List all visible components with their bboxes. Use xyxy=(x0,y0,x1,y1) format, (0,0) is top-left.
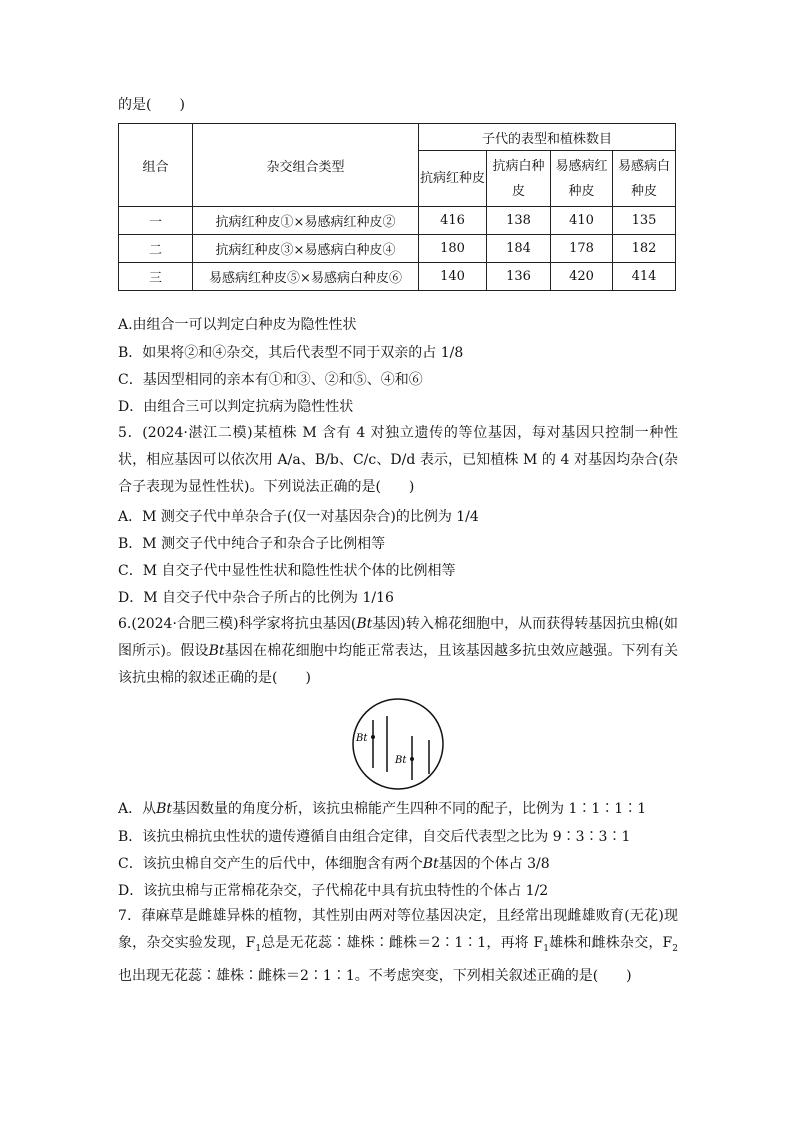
table-row xyxy=(119,263,676,291)
q7-text-4: 也出现无花蕊∶雄株∶雌株＝2∶1∶1。不考虑突变，下列相关叙述正确的是( ) xyxy=(118,967,632,984)
q6-text-1: 6.(2024·合肥三模)科学家将抗虫基因( xyxy=(118,616,357,632)
subscript: 2 xyxy=(672,943,679,954)
count-cell: 182 xyxy=(613,235,676,263)
count-cell: 138 xyxy=(487,207,551,235)
count-cell: 136 xyxy=(487,263,551,291)
q4-option-b: B．如果将②和④杂交，其后代表型不同于双亲的占 1/8 xyxy=(118,345,464,361)
q6-option-c-pre: C．该抗虫棉自交产生的后代中，体细胞含有两个 xyxy=(118,856,423,872)
q7-text-3: 雄株和雌株杂交，F xyxy=(548,935,673,951)
question-intro-tail: 的是( ) xyxy=(118,97,185,113)
count-cell: 178 xyxy=(551,235,613,263)
q7-text-2: 总是无花蕊∶雄株∶雌株＝2∶1∶1，再将 F xyxy=(261,935,544,951)
q5-option-d: D．M 自交子代中杂合子所占的比例为 1/16 xyxy=(118,590,394,606)
group-header: 组合 xyxy=(119,124,193,207)
count-cell: 140 xyxy=(419,263,487,291)
group-cell: 一 xyxy=(119,207,193,235)
q7-stem xyxy=(118,903,678,990)
gene-name: Bt xyxy=(208,643,225,659)
q6-text-2: 基因)转入棉花细胞中，从而获得转基因抗虫棉(如图所示)。假设 xyxy=(118,616,678,659)
gene-name: Bt xyxy=(422,856,439,872)
group-cell: 二 xyxy=(119,235,193,263)
q6-option-d: D．该抗虫棉与正常棉花杂交，子代棉花中具有抗虫特性的个体占 1/2 xyxy=(118,883,549,899)
cell-chromosome-figure xyxy=(350,698,446,790)
count-cell: 180 xyxy=(419,235,487,263)
offspring-header: 子代的表型和植株数目 xyxy=(419,124,676,151)
q4-option-d: D．由组合三可以判定抗病为隐性性状 xyxy=(118,399,354,415)
group-cell: 三 xyxy=(119,263,193,291)
cross-cell: 易感病红种皮⑤×易感病白种皮⑥ xyxy=(193,263,419,291)
q5-stem xyxy=(118,420,678,501)
q6-text-3: 基因在棉花细胞中均能正常表达，且该基因越多抗虫效应越强。下列有关该抗虫棉的叙述正确的是( ) xyxy=(118,643,678,686)
phenotype-header: 抗病白种皮 xyxy=(487,151,551,207)
gene-name: Bt xyxy=(356,616,373,632)
count-cell: 184 xyxy=(487,235,551,263)
q6-option-a-pre: A．从 xyxy=(118,801,157,817)
count-cell: 420 xyxy=(551,263,613,291)
bt-label: Bt xyxy=(356,733,368,744)
subscript: 1 xyxy=(255,943,262,954)
bt-gene-dot xyxy=(371,735,375,739)
cross-cell: 抗病红种皮①×易感病红种皮② xyxy=(193,207,419,235)
q4-option-c: C．基因型相同的亲本有①和③、②和⑤、④和⑥ xyxy=(118,372,423,388)
q6-option-b: B．该抗虫棉抗虫性状的遗传遵循自由组合定律，自交后代表型之比为 9∶3∶3∶1 xyxy=(118,829,631,845)
count-cell: 410 xyxy=(551,207,613,235)
q6-option-c xyxy=(118,855,550,873)
gene-name: Bt xyxy=(156,801,173,817)
cross-results-table xyxy=(118,123,676,291)
q7-text-1: 7．葎麻草是雌雄异株的植物，其性别由两对等位基因决定，且经常出现雌雄败育(无花)现象，杂交实验发现，F xyxy=(118,908,678,951)
table-row xyxy=(119,207,676,235)
q5-option-c: C．M 自交子代中显性性状和隐性性状个体的比例相等 xyxy=(118,563,456,579)
q6-option-a xyxy=(118,800,646,818)
phenotype-header: 抗病红种皮 xyxy=(419,151,487,207)
phenotype-header: 易感病红种皮 xyxy=(551,151,613,207)
count-cell: 414 xyxy=(613,263,676,291)
q5-text: 5．(2024·湛江二模)某植株 M 含有 4 对独立遗传的等位基因，每对基因只控制一种性状，相应基因可以依次用 A/a、B/b、C/c、D/d 表示，已知植株 M 的 4 对基因均杂合(杂合子表现为显性性状)。下列说法正确的是( ) xyxy=(118,425,678,495)
q5-option-a: A．M 测交子代中单杂合子(仅一对基因杂合)的比例为 1/4 xyxy=(118,509,479,525)
cross-type-header: 杂交组合类型 xyxy=(193,124,419,207)
table-row xyxy=(119,235,676,263)
q5-option-b: B．M 测交子代中纯合子和杂合子比例相等 xyxy=(118,536,386,552)
bt-label: Bt xyxy=(395,755,407,766)
bt-gene-dot xyxy=(410,757,414,761)
subscript: 1 xyxy=(543,943,549,954)
q6-option-c-post: 基因的个体占 3/8 xyxy=(438,856,550,872)
q4-option-a: A.由组合一可以判定白种皮为隐性性状 xyxy=(118,317,357,333)
q6-option-a-post: 基因数量的角度分析，该抗虫棉能产生四种不同的配子，比例为 1∶1∶1∶1 xyxy=(172,801,647,817)
count-cell: 135 xyxy=(613,207,676,235)
count-cell: 416 xyxy=(419,207,487,235)
cross-cell: 抗病红种皮③×易感病白种皮④ xyxy=(193,235,419,263)
phenotype-header: 易感病白种皮 xyxy=(613,151,676,207)
q6-stem xyxy=(118,611,678,692)
